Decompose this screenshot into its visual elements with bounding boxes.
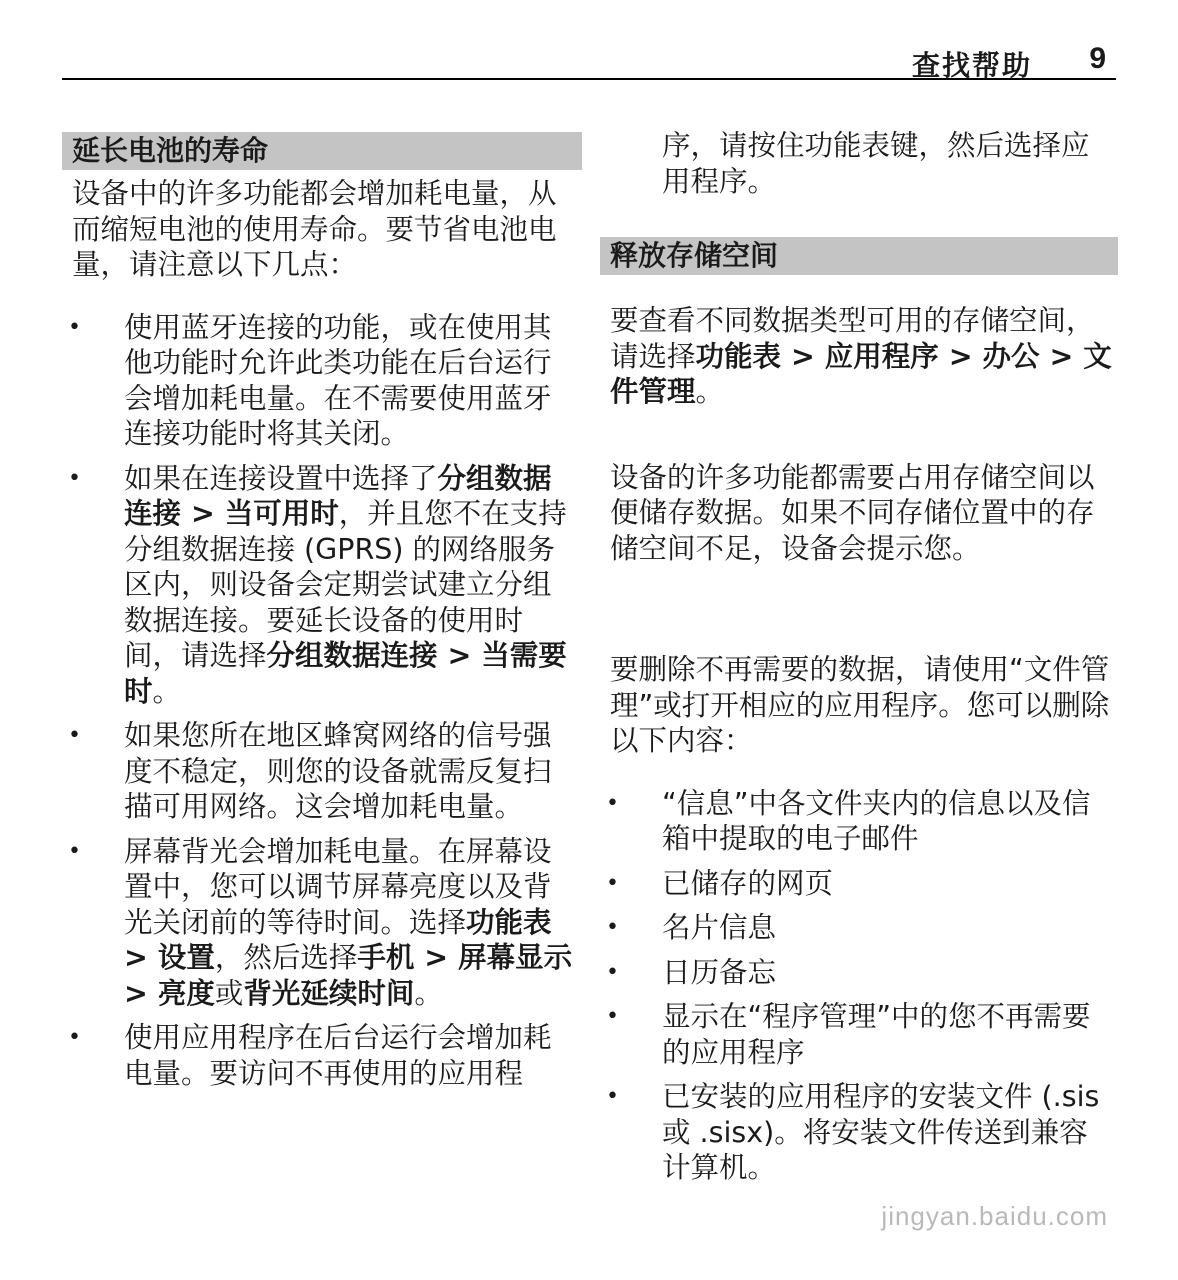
list-item: • 名片信息 [606, 911, 777, 944]
page-header-title: 查找帮助 [911, 49, 1032, 82]
menu-path-term: 设置 [157, 941, 215, 974]
menu-path-term: 亮度 [157, 976, 215, 1010]
list-item: • 已安装的应用程序的安装文件 (.sis 或 .sisx)。将安装文件传送到兼容计算机。 [606, 1080, 1100, 1184]
continued-list-text: 序，请按住功能表键，然后选择应用程序。 [662, 129, 1090, 198]
menu-path-term: 分组数据连接 [266, 639, 438, 672]
right-column [600, 128, 1118, 1186]
menu-path-term: 当可用时 [224, 497, 339, 530]
section-heading-storage: 释放存储空间 [600, 237, 1118, 275]
watermark-text: jingyan.baidu.com [881, 1201, 1108, 1231]
bullet-icon: • [606, 915, 619, 940]
bullet-icon: • [68, 723, 81, 748]
delete-data-paragraph: 要删除不再需要的数据，请使用“文件管理”或打开相应的应用程序。您可以删除以下内容： [610, 653, 1110, 757]
bullet-icon: • [68, 1025, 81, 1050]
menu-path-term: 当需要时 [124, 639, 567, 708]
menu-path-term: 功能表 [695, 339, 782, 373]
list-item: • 如果您所在地区蜂窝网络的信号强度不稳定，则您的设备就需反复扫描可用网络。这会增加耗电量。 [68, 719, 552, 823]
menu-path-term: 文件管理 [610, 339, 1112, 408]
list-item: • 已储存的网页 [606, 866, 834, 900]
list-item: • 屏幕背光会增加耗电量。在屏幕设置中，您可以调节屏幕亮度以及背光关闭前的等待时间。选择功能表 > 设置，然后选择手机 > 屏幕显示 > 亮度或背光延续时间。 [68, 834, 573, 1010]
menu-path-term: 功能表 [466, 905, 552, 939]
bullet-icon: • [606, 870, 619, 896]
menu-path-term: 屏幕显示 [458, 941, 573, 974]
list-item: • “信息”中各文件夹内的信息以及信箱中提取的电子邮件 [606, 786, 1091, 855]
deletable-items-list [600, 786, 1118, 1186]
bullet-icon: • [68, 314, 81, 340]
storage-view-paragraph: 要查看不同数据类型可用的存储空间，请选择功能表 > 应用程序 > 办公 > 文件管理。 [610, 304, 1112, 408]
menu-path-term: 手机 [357, 941, 415, 974]
battery-intro-paragraph: 设备中的许多功能都会增加耗电量，从而缩短电池的使用寿命。要节省电池电量，请注意以下几点： [72, 177, 557, 281]
section-heading-battery: 延长电池的寿命 [62, 132, 582, 170]
list-item: • 日历备忘 [606, 955, 777, 989]
page-number: 9 [1089, 42, 1106, 75]
menu-path-term: 应用程序 [824, 339, 939, 373]
list-item: • 显示在“程序管理”中的您不再需要的应用程序 [606, 1000, 1091, 1069]
list-item: • 使用应用程序在后台运行会增加耗电量。要访问不再使用的应用程 [68, 1021, 552, 1090]
bullet-icon: • [606, 1004, 619, 1029]
left-column [62, 132, 582, 1091]
list-item: • 使用蓝牙连接的功能，或在使用其他功能时允许此类功能在后台运行会增加耗电量。在不需要使用蓝牙连接功能时将其关闭。 [68, 310, 552, 450]
menu-path-term: 背光延续时间 [243, 976, 415, 1010]
menu-path-term: 办公 [982, 339, 1040, 373]
page-header [62, 40, 1116, 80]
bullet-icon: • [68, 838, 81, 864]
storage-warning-paragraph: 设备的许多功能都需要占用存储空间以便储存数据。如果不同存储位置中的存储空间不足，设备会提示您。 [610, 460, 1095, 565]
menu-path-term: 分组数据连接 [124, 461, 552, 530]
bullet-icon: • [606, 1084, 619, 1109]
list-item: • 如果在连接设置中选择了分组数据连接 > 当可用时，并且您不在支持分组数据连接 (GPRS) 的网络服务区内，则设备会定期尝试建立分组数据连接。要延长设备的使用时间，请选择分组数据连接 > 当需要时。 [68, 461, 567, 708]
bullet-icon: • [606, 959, 619, 985]
bullet-icon: • [606, 790, 619, 816]
battery-tips-list [62, 310, 582, 1092]
bullet-icon: • [68, 465, 81, 491]
